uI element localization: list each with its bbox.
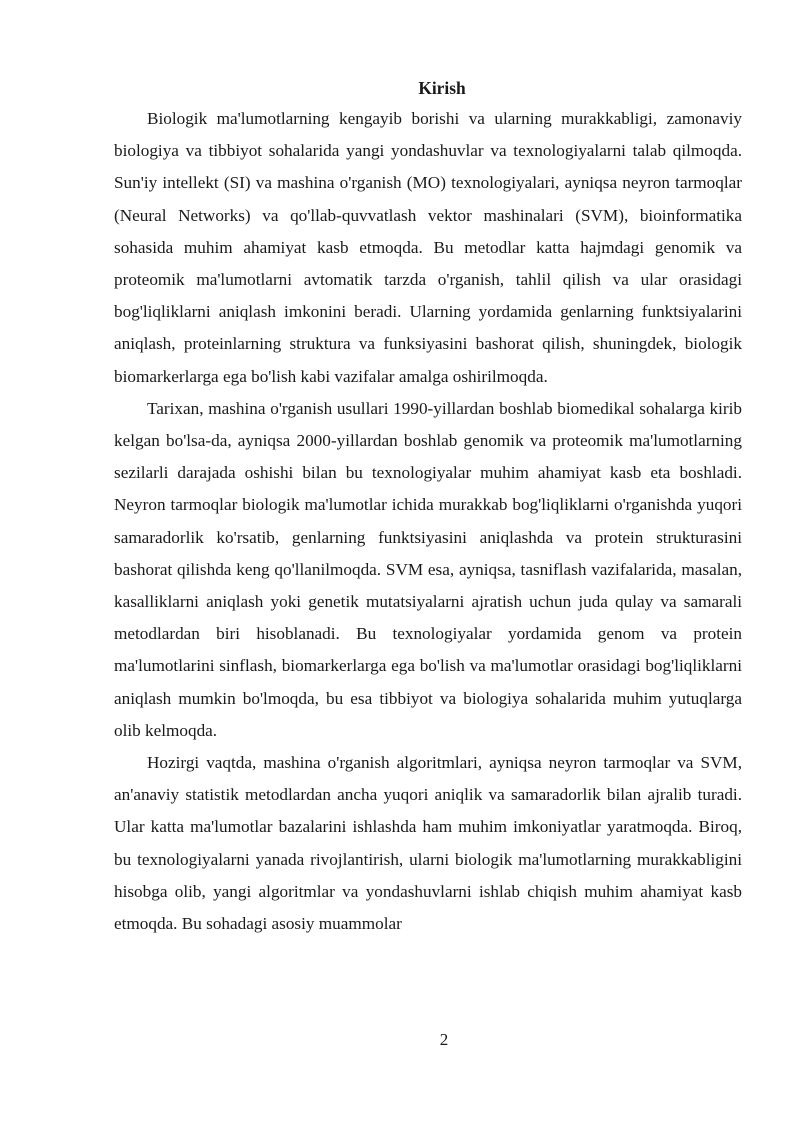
paragraph-2: Tarixan, mashina o'rganish usullari 1990-yillardan boshlab biomedikal sohalarga kirib kelgan bo'lsa-da, ayniqsa 2000-yillardan boshlab genomik va proteomik ma'lumotlarning sezilarli darajada oshishi bilan bu texnologiyalar muhim ahamiyat kasb eta boshladi. Neyron tarmoqlar biologik ma'lumotlar ichida murakkab bog'liqliklarni o'rganishda yuqori samaradorlik ko'rsatib, genlarning funktsiyasini aniqlashda va protein strukturasini bashorat qilishda keng qo'llanilmoqda. SVM esa, ayniqsa, tasniflash vazifalarida, masalan, kasalliklarni aniqlash yoki genetik mutatsiyalarni ajratish uchun juda qulay va samarali metodlardan biri hisoblanadi. Bu texnologiyalar yordamida genom va protein ma'lumotlarini sinflash, biomarkerlarga ega bo'lish va ma'lumotlar orasidagi bog'liqliklarni aniqlash mumkin bo'lmoqda, bu esa tibbiyot va biologiya sohalarida muhim yutuqlarga olib kelmoqda.	[114, 398, 742, 740]
page-number: 2	[439, 1030, 449, 1049]
paragraph-3: Hozirgi vaqtda, mashina o'rganish algoritmlari, ayniqsa neyron tarmoqlar va SVM, an'anaviy statistik metodlardan ancha yuqori aniqlik va samaradorlik bilan ajralib turadi. Ular katta ma'lumotlar bazalarini ishlashda ham muhim imkoniyatlar yaratmoqda. Biroq, bu texnologiyalarni yanada rivojlantirish, ularni biologik ma'lumotlarning murakkabligini hisobga olib, yangi algoritmlar va yondashuvlarni ishlab chiqish muhim ahamiyat kasb etmoqda. Bu sohadagi asosiy muammolar	[114, 753, 742, 934]
paragraph-1: Biologik ma'lumotlarning kengayib borishi va ularning murakkabligi, zamonaviy biologiya va tibbiyot sohalarida yangi yondashuvlar va texnologiyalarni talab qilmoqda. Sun'iy intellekt (SI) va mashina o'rganish (MO) texnologiyalari, ayniqsa neyron tarmoqlar (Neural Networks) va qo'llab-quvvatlash vektor mashinalari (SVM), bioinformatika sohasida muhim ahamiyat kasb etmoqda. Bu metodlar katta hajmdagi genomik va proteomik ma'lumotlarni avtomatik tarzda o'rganish, tahlil qilish va ular orasidagi bog'liqliklarni aniqlash imkonini beradi. Ularning yordamida genlarning funktsiyalarini aniqlash, proteinlarning struktura va funksiyasini bashorat qilish, shuningdek, biologik biomarkerlarga ega bo'lish kabi vazifalar amalga oshirilmoqda.	[114, 109, 742, 386]
page-content	[114, 75, 742, 940]
section-heading: Kirish	[418, 78, 466, 98]
